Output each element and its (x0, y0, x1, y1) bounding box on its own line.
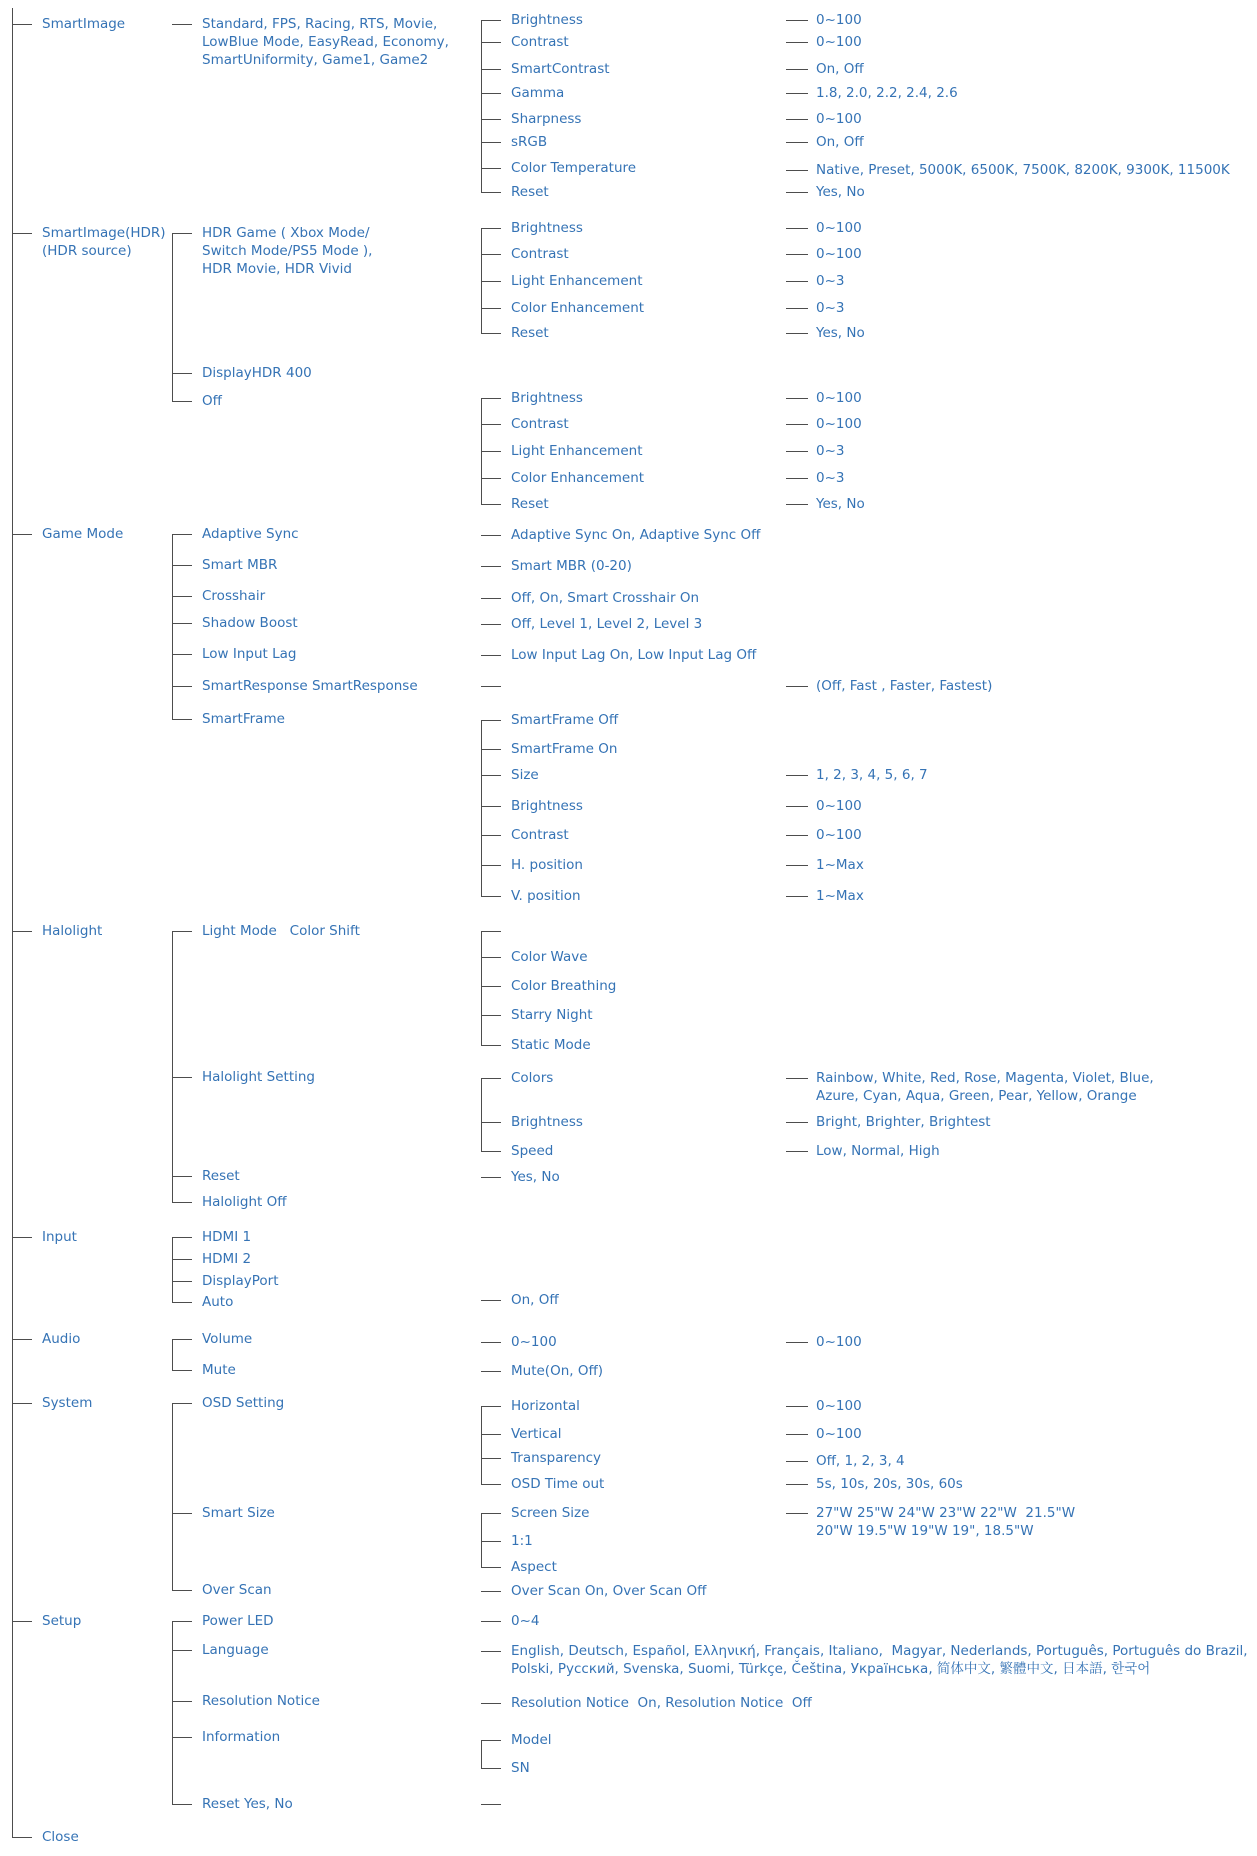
branch-tick (481, 566, 501, 567)
option-value: 27"W 25"W 24"W 23"W 22"W 21.5"W 20"W 19.5"W 19"W 19", 18.5"W (816, 1505, 1076, 1539)
value-tick (786, 865, 808, 866)
value-tick (786, 775, 808, 776)
value-tick (786, 1151, 808, 1152)
menu-item-label: Light Enhancement (511, 273, 643, 289)
option-value: 1, 2, 3, 4, 5, 6, 7 (816, 767, 928, 783)
menu-item-label: Contrast (511, 416, 569, 432)
menu-item-label: Over Scan (202, 1582, 272, 1598)
branch-tick (481, 1177, 501, 1178)
option-value: 0~100 (816, 220, 862, 236)
value-tick (786, 398, 808, 399)
menu-item-label: Speed (511, 1143, 554, 1159)
branch-tick (481, 749, 501, 750)
branch-tick (481, 398, 501, 399)
branch-tick (12, 1403, 32, 1404)
menu-item-label: Brightness (511, 12, 583, 28)
menu-item-label: SmartImage (42, 16, 126, 32)
branch-tick (172, 233, 192, 234)
menu-item-label: Language (202, 1642, 269, 1658)
branch-tick (172, 565, 192, 566)
option-value: 1~Max (816, 888, 864, 904)
branch-tick (481, 1567, 501, 1568)
menu-item-label: Low Input Lag On, Low Input Lag Off (511, 647, 757, 663)
menu-item-label: Shadow Boost (202, 615, 298, 631)
menu-item-label: Volume (202, 1331, 253, 1347)
branch-tick (481, 1513, 501, 1514)
branch-tick (172, 1590, 192, 1591)
menu-item-label: Brightness (511, 390, 583, 406)
option-value: 0~100 (816, 12, 862, 28)
option-value: 0~3 (816, 443, 845, 459)
menu-item-label: Off, On, Smart Crosshair On (511, 590, 700, 606)
branch-tick (481, 20, 501, 21)
option-value: Yes, No (816, 496, 865, 512)
branch-tick (481, 42, 501, 43)
menu-item-label: Off, Level 1, Level 2, Level 3 (511, 616, 703, 632)
menu-item-label: 1:1 (511, 1533, 533, 1549)
menu-item-label: Colors (511, 1070, 554, 1086)
menu-item-label: Smart Size (202, 1505, 275, 1521)
branch-tick (172, 401, 192, 402)
value-tick (786, 424, 808, 425)
branch-tick (172, 1403, 192, 1404)
option-value: On, Off (816, 134, 864, 150)
branch-tick (481, 720, 501, 721)
menu-item-label: sRGB (511, 134, 548, 150)
value-tick (786, 254, 808, 255)
branch-tick (481, 1804, 501, 1805)
value-tick (786, 806, 808, 807)
menu-item-label: Brightness (511, 798, 583, 814)
menu-item-label: Resolution Notice On, Resolution Notice Off (511, 1695, 812, 1711)
menu-item-label: Transparency (511, 1450, 602, 1466)
option-value: 0~100 (816, 1334, 862, 1350)
branch-tick (172, 1513, 192, 1514)
branch-tick (481, 504, 501, 505)
menu-item-label: Brightness (511, 1114, 583, 1130)
option-value: 1.8, 2.0, 2.2, 2.4, 2.6 (816, 85, 958, 101)
branch-connector (12, 8, 13, 1838)
option-value: 0~100 (816, 390, 862, 406)
branch-tick (481, 1151, 501, 1152)
branch-connector (172, 1621, 173, 1805)
branch-tick (481, 535, 501, 536)
menu-item-label: Color Enhancement (511, 300, 645, 316)
menu-item-label: Sharpness (511, 111, 582, 127)
branch-tick (481, 1078, 501, 1079)
branch-tick (12, 1837, 32, 1838)
menu-item-label: Over Scan On, Over Scan Off (511, 1583, 707, 1599)
branch-tick (481, 451, 501, 452)
branch-tick (172, 1621, 192, 1622)
branch-tick (481, 1406, 501, 1407)
menu-item-label: Off (202, 393, 222, 409)
menu-item-label: HDR Game ( Xbox Mode/ Switch Mode/PS5 Mode ), HDR Movie, HDR Vivid (202, 225, 373, 277)
value-tick (786, 1122, 808, 1123)
branch-connector (481, 1513, 482, 1568)
branch-tick (481, 957, 501, 958)
branch-tick (481, 686, 501, 687)
branch-tick (12, 1237, 32, 1238)
menu-item-label: Reset (202, 1168, 240, 1184)
branch-tick (172, 1202, 192, 1203)
branch-tick (481, 986, 501, 987)
value-tick (786, 1342, 808, 1343)
menu-item-label: Game Mode (42, 526, 124, 542)
menu-item-label: Reset Yes, No (202, 1796, 293, 1812)
value-tick (786, 20, 808, 21)
option-value: 0~100 (816, 111, 862, 127)
option-value: Off, 1, 2, 3, 4 (816, 1453, 905, 1469)
option-value: Native, Preset, 5000K, 6500K, 7500K, 8200K, 9300K, 11500K (816, 162, 1230, 178)
menu-item-label: Screen Size (511, 1505, 590, 1521)
menu-item-label: Reset (511, 184, 549, 200)
menu-item-label: H. position (511, 857, 583, 873)
menu-item-label: Audio (42, 1331, 81, 1347)
branch-tick (481, 865, 501, 866)
branch-tick (481, 655, 501, 656)
branch-connector (481, 1406, 482, 1485)
branch-tick (481, 1541, 501, 1542)
menu-item-label: Smart MBR (0-20) (511, 558, 632, 574)
branch-tick (172, 719, 192, 720)
menu-item-label: Brightness (511, 220, 583, 236)
value-tick (786, 119, 808, 120)
branch-tick (172, 24, 192, 25)
branch-tick (481, 835, 501, 836)
branch-tick (481, 254, 501, 255)
option-value: (Off, Fast , Faster, Fastest) (816, 678, 993, 694)
branch-tick (481, 69, 501, 70)
menu-item-label: Power LED (202, 1613, 274, 1629)
branch-tick (12, 24, 32, 25)
value-tick (786, 504, 808, 505)
value-tick (786, 142, 808, 143)
menu-item-label: Smart MBR (202, 557, 278, 573)
branch-tick (481, 1740, 501, 1741)
menu-item-label: SmartFrame On (511, 741, 618, 757)
menu-item-label: DisplayHDR 400 (202, 365, 312, 381)
value-tick (786, 1513, 808, 1514)
value-tick (786, 686, 808, 687)
branch-tick (481, 775, 501, 776)
branch-tick (481, 119, 501, 120)
menu-item-label: Color Temperature (511, 160, 637, 176)
option-value: Rainbow, White, Red, Rose, Magenta, Violet, Blue, Azure, Cyan, Aqua, Green, Pear, Yellow, Orange (816, 1070, 1154, 1104)
menu-item-label: English, Deutsch, Español, Ελληνική, Français, Italiano, Magyar, Nederlands, Português, Português do Brazil, Polski, Русский, Svenska, Suomi, Türkçe, Čeština, Українська, 简体中文, 繁體中文, 日本語, 한국어 (511, 1643, 1248, 1677)
branch-tick (481, 308, 501, 309)
option-value: 0~100 (816, 34, 862, 50)
branch-connector (481, 20, 482, 193)
branch-tick (481, 806, 501, 807)
branch-tick (481, 424, 501, 425)
menu-item-label: Mute (202, 1362, 236, 1378)
branch-tick (481, 1015, 501, 1016)
menu-item-label: Close (42, 1829, 79, 1845)
menu-item-label: SmartImage(HDR) (HDR source) (42, 225, 166, 259)
menu-item-label: Static Mode (511, 1037, 591, 1053)
branch-connector (172, 1403, 173, 1591)
option-value: Yes, No (816, 184, 865, 200)
menu-item-label: HDMI 2 (202, 1251, 252, 1267)
menu-item-label: OSD Time out (511, 1476, 605, 1492)
branch-tick (481, 142, 501, 143)
menu-item-label: SmartResponse SmartResponse (202, 678, 418, 694)
menu-item-label: Horizontal (511, 1398, 580, 1414)
option-value: 0~100 (816, 1398, 862, 1414)
menu-item-label: Halolight Setting (202, 1069, 315, 1085)
branch-tick (172, 1804, 192, 1805)
branch-tick (172, 534, 192, 535)
menu-item-label: DisplayPort (202, 1273, 279, 1289)
branch-tick (481, 1300, 501, 1301)
value-tick (786, 896, 808, 897)
branch-tick (172, 1737, 192, 1738)
option-value: 0~3 (816, 273, 845, 289)
branch-tick (172, 1259, 192, 1260)
branch-tick (481, 192, 501, 193)
branch-tick (172, 1237, 192, 1238)
branch-tick (481, 1621, 501, 1622)
branch-tick (481, 931, 501, 932)
menu-item-label: Adaptive Sync On, Adaptive Sync Off (511, 527, 761, 543)
option-value: Low, Normal, High (816, 1143, 940, 1159)
branch-connector (481, 931, 482, 1046)
branch-tick (12, 931, 32, 932)
menu-item-label: SmartContrast (511, 61, 610, 77)
branch-tick (481, 1591, 501, 1592)
menu-item-label: Input (42, 1229, 77, 1245)
value-tick (786, 835, 808, 836)
branch-tick (12, 1339, 32, 1340)
branch-tick (481, 1342, 501, 1343)
value-tick (786, 170, 808, 171)
menu-item-label: Adaptive Sync (202, 526, 299, 542)
branch-tick (481, 896, 501, 897)
branch-tick (12, 534, 32, 535)
value-tick (786, 333, 808, 334)
menu-item-label: Mute(On, Off) (511, 1363, 604, 1379)
menu-item-label: Model (511, 1732, 552, 1748)
value-tick (786, 281, 808, 282)
branch-tick (481, 1122, 501, 1123)
branch-connector (172, 534, 173, 720)
branch-tick (481, 1768, 501, 1769)
value-tick (786, 478, 808, 479)
branch-tick (172, 1701, 192, 1702)
menu-item-label: Setup (42, 1613, 82, 1629)
menu-item-label: V. position (511, 888, 581, 904)
menu-item-label: Reset (511, 496, 549, 512)
branch-tick (172, 1650, 192, 1651)
branch-tick (481, 1371, 501, 1372)
branch-tick (481, 598, 501, 599)
option-value: 0~100 (816, 1426, 862, 1442)
menu-item-label: Color Enhancement (511, 470, 645, 486)
menu-item-label: Vertical (511, 1426, 562, 1442)
branch-connector (481, 398, 482, 505)
option-value: Bright, Brighter, Brightest (816, 1114, 991, 1130)
value-tick (786, 192, 808, 193)
value-tick (786, 1434, 808, 1435)
branch-connector (481, 1740, 482, 1769)
value-tick (786, 451, 808, 452)
menu-item-label: Contrast (511, 34, 569, 50)
branch-tick (481, 281, 501, 282)
option-value: 5s, 10s, 20s, 30s, 60s (816, 1476, 963, 1492)
branch-tick (12, 233, 32, 234)
value-tick (786, 1406, 808, 1407)
menu-item-label: Aspect (511, 1559, 557, 1575)
option-value: On, Off (816, 61, 864, 77)
branch-connector (172, 1237, 173, 1303)
branch-connector (172, 233, 173, 402)
menu-item-label: Information (202, 1729, 281, 1745)
menu-item-label: Resolution Notice (202, 1693, 320, 1709)
menu-item-label: Color Wave (511, 949, 588, 965)
menu-item-label: Starry Night (511, 1007, 593, 1023)
branch-tick (481, 228, 501, 229)
menu-item-label: Low Input Lag (202, 646, 297, 662)
branch-tick (481, 168, 501, 169)
branch-tick (172, 654, 192, 655)
value-tick (786, 1461, 808, 1462)
menu-item-label: 0~4 (511, 1613, 540, 1629)
branch-tick (481, 1458, 501, 1459)
branch-tick (481, 1045, 501, 1046)
branch-connector (172, 1339, 173, 1371)
value-tick (786, 308, 808, 309)
option-value: 1~Max (816, 857, 864, 873)
branch-tick (172, 1176, 192, 1177)
branch-tick (12, 1621, 32, 1622)
branch-connector (481, 1078, 482, 1152)
branch-tick (172, 596, 192, 597)
option-value: 0~100 (816, 416, 862, 432)
menu-item-label: Reset (511, 325, 549, 341)
menu-item-label: Contrast (511, 827, 569, 843)
menu-item-label: Contrast (511, 246, 569, 262)
branch-connector (481, 720, 482, 897)
branch-tick (481, 1703, 501, 1704)
menu-item-label: SN (511, 1760, 530, 1776)
value-tick (786, 228, 808, 229)
menu-item-label: Gamma (511, 85, 565, 101)
option-value: 0~3 (816, 300, 845, 316)
value-tick (786, 1484, 808, 1485)
option-value: 0~100 (816, 246, 862, 262)
option-value: 0~100 (816, 827, 862, 843)
option-value: Yes, No (816, 325, 865, 341)
branch-tick (172, 1281, 192, 1282)
option-value: 0~3 (816, 470, 845, 486)
branch-tick (481, 478, 501, 479)
value-tick (786, 93, 808, 94)
branch-connector (481, 228, 482, 334)
branch-tick (172, 931, 192, 932)
branch-tick (172, 686, 192, 687)
value-tick (786, 1078, 808, 1079)
menu-item-label: 0~100 (511, 1334, 557, 1350)
menu-item-label: Halolight Off (202, 1194, 287, 1210)
menu-item-label: HDMI 1 (202, 1229, 252, 1245)
branch-tick (481, 93, 501, 94)
branch-tick (172, 1370, 192, 1371)
menu-item-label: Color Breathing (511, 978, 617, 994)
branch-tick (172, 1302, 192, 1303)
branch-tick (172, 1339, 192, 1340)
menu-item-label: SmartFrame Off (511, 712, 619, 728)
menu-item-label: Size (511, 767, 539, 783)
branch-tick (481, 1434, 501, 1435)
menu-item-label: Light Mode Color Shift (202, 923, 360, 939)
branch-tick (172, 373, 192, 374)
menu-item-label: System (42, 1395, 93, 1411)
menu-item-label: On, Off (511, 1292, 559, 1308)
branch-tick (481, 1484, 501, 1485)
branch-tick (481, 624, 501, 625)
menu-item-label: Light Enhancement (511, 443, 643, 459)
menu-item-label: Auto (202, 1294, 234, 1310)
value-tick (786, 42, 808, 43)
branch-tick (172, 1077, 192, 1078)
menu-item-label: Yes, No (511, 1169, 560, 1185)
branch-connector (172, 931, 173, 1203)
branch-tick (481, 333, 501, 334)
menu-item-label: Halolight (42, 923, 103, 939)
branch-tick (481, 1651, 501, 1652)
branch-tick (172, 623, 192, 624)
value-tick (786, 69, 808, 70)
menu-item-label: Crosshair (202, 588, 266, 604)
option-value: 0~100 (816, 798, 862, 814)
menu-item-label: SmartFrame (202, 711, 285, 727)
menu-item-label: Standard, FPS, Racing, RTS, Movie, LowBlue Mode, EasyRead, Economy, SmartUniformity, Game1, Game2 (202, 16, 449, 68)
menu-item-label: OSD Setting (202, 1395, 285, 1411)
